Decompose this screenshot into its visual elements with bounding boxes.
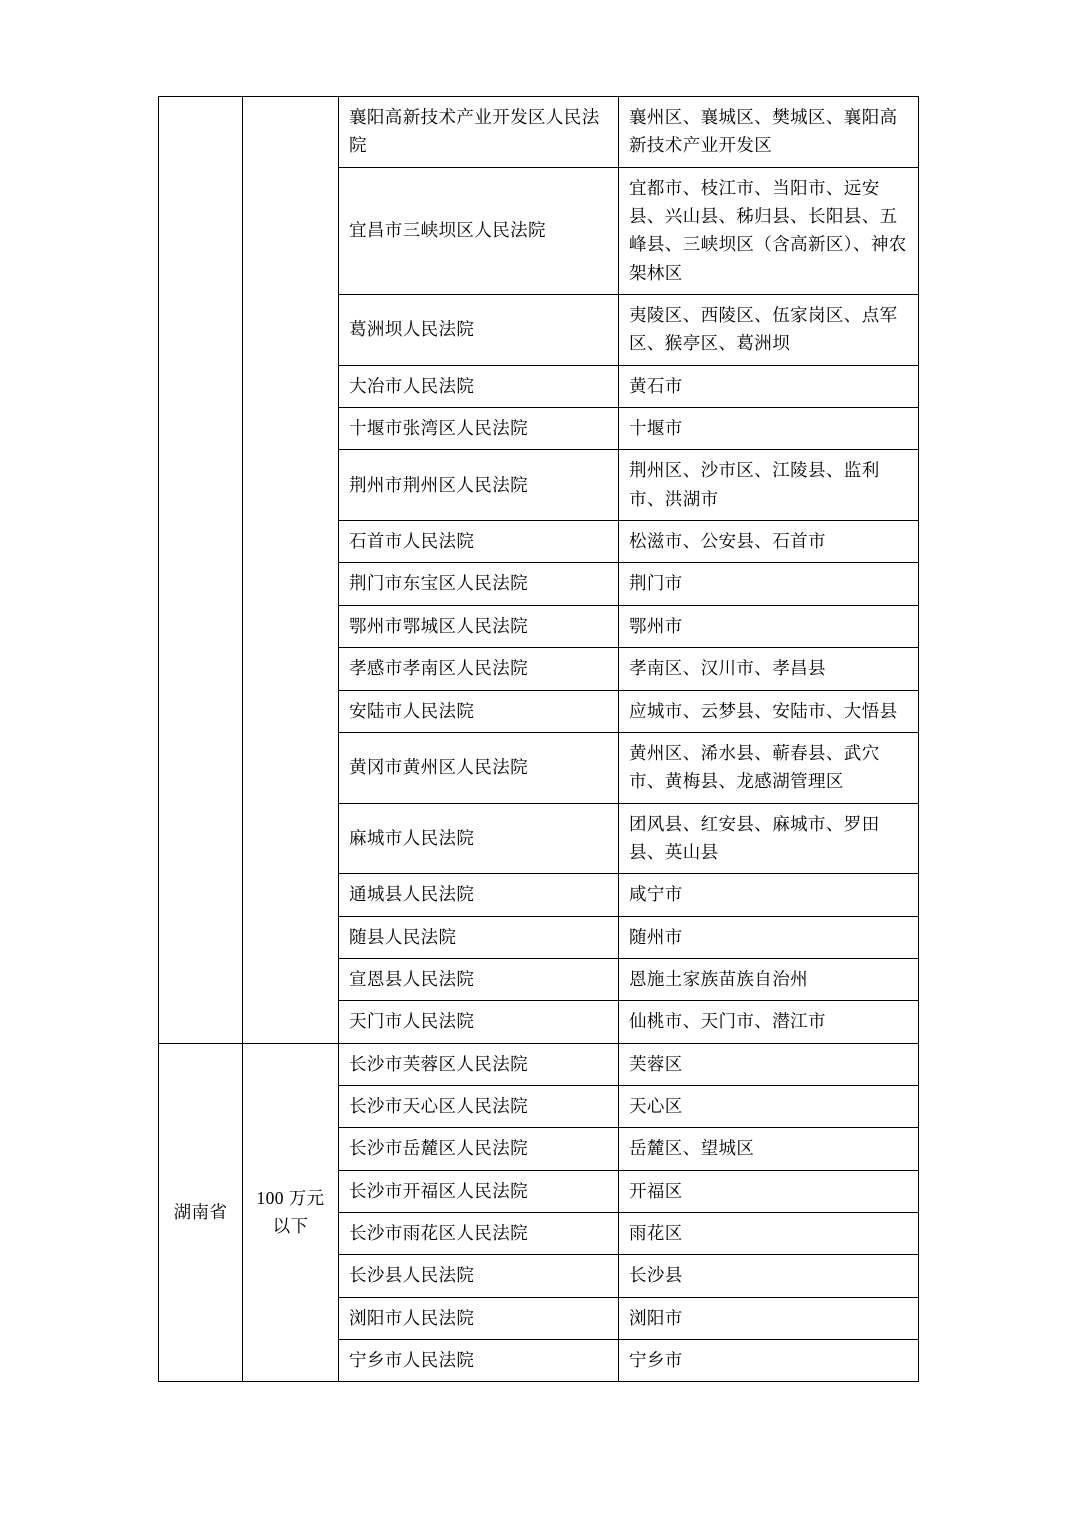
cell-court: 宜昌市三峡坝区人民法院 [339, 167, 619, 294]
cell-area: 天心区 [619, 1085, 919, 1127]
cell-court: 通城县人民法院 [339, 874, 619, 916]
cell-court: 石首市人民法院 [339, 521, 619, 563]
table-row [159, 97, 919, 168]
cell-province [159, 97, 243, 1044]
cell-area: 夷陵区、西陵区、伍家岗区、点军区、猴亭区、葛洲坝 [619, 295, 919, 366]
cell-area: 襄州区、襄城区、樊城区、襄阳高新技术产业开发区 [619, 97, 919, 168]
cell-court: 浏阳市人民法院 [339, 1297, 619, 1339]
cell-area: 十堰市 [619, 408, 919, 450]
cell-court: 荆门市东宝区人民法院 [339, 563, 619, 605]
cell-court: 大冶市人民法院 [339, 365, 619, 407]
cell-court: 长沙市开福区人民法院 [339, 1170, 619, 1212]
cell-area: 开福区 [619, 1170, 919, 1212]
cell-area: 浏阳市 [619, 1297, 919, 1339]
cell-court: 天门市人民法院 [339, 1001, 619, 1043]
cell-court: 宁乡市人民法院 [339, 1340, 619, 1382]
cell-area: 宜都市、枝江市、当阳市、远安县、兴山县、秭归县、长阳县、五峰县、三峡坝区（含高新区）、神农架林区 [619, 167, 919, 294]
cell-area: 黄州区、浠水县、蕲春县、武穴市、黄梅县、龙感湖管理区 [619, 732, 919, 803]
cell-court: 随县人民法院 [339, 916, 619, 958]
cell-area: 孝南区、汉川市、孝昌县 [619, 648, 919, 690]
cell-court: 葛洲坝人民法院 [339, 295, 619, 366]
cell-area: 随州市 [619, 916, 919, 958]
cell-court: 孝感市孝南区人民法院 [339, 648, 619, 690]
cell-court: 宣恩县人民法院 [339, 958, 619, 1000]
cell-area: 岳麓区、望城区 [619, 1128, 919, 1170]
cell-court: 长沙市天心区人民法院 [339, 1085, 619, 1127]
cell-area: 宁乡市 [619, 1340, 919, 1382]
cell-court: 荆州市荆州区人民法院 [339, 450, 619, 521]
cell-area: 黄石市 [619, 365, 919, 407]
cell-area: 咸宁市 [619, 874, 919, 916]
cell-area: 雨花区 [619, 1212, 919, 1254]
cell-court: 安陆市人民法院 [339, 690, 619, 732]
cell-court: 长沙市芙蓉区人民法院 [339, 1043, 619, 1085]
cell-area: 荆州区、沙市区、江陵县、监利市、洪湖市 [619, 450, 919, 521]
cell-court: 鄂州市鄂城区人民法院 [339, 605, 619, 647]
cell-area: 芙蓉区 [619, 1043, 919, 1085]
cell-area: 松滋市、公安县、石首市 [619, 521, 919, 563]
cell-area: 长沙县 [619, 1255, 919, 1297]
cell-amount: 100 万元以下 [243, 1043, 339, 1382]
cell-court: 长沙市雨花区人民法院 [339, 1212, 619, 1254]
cell-court: 十堰市张湾区人民法院 [339, 408, 619, 450]
cell-court: 长沙县人民法院 [339, 1255, 619, 1297]
jurisdiction-table [158, 96, 919, 1382]
cell-area: 仙桃市、天门市、潜江市 [619, 1001, 919, 1043]
cell-area: 鄂州市 [619, 605, 919, 647]
cell-court: 麻城市人民法院 [339, 803, 619, 874]
cell-province: 湖南省 [159, 1043, 243, 1382]
cell-court: 襄阳高新技术产业开发区人民法院 [339, 97, 619, 168]
cell-area: 荆门市 [619, 563, 919, 605]
cell-amount [243, 97, 339, 1044]
cell-area: 团风县、红安县、麻城市、罗田县、英山县 [619, 803, 919, 874]
table-row [159, 1043, 919, 1085]
cell-court: 黄冈市黄州区人民法院 [339, 732, 619, 803]
cell-court: 长沙市岳麓区人民法院 [339, 1128, 619, 1170]
cell-area: 恩施土家族苗族自治州 [619, 958, 919, 1000]
cell-area: 应城市、云梦县、安陆市、大悟县 [619, 690, 919, 732]
